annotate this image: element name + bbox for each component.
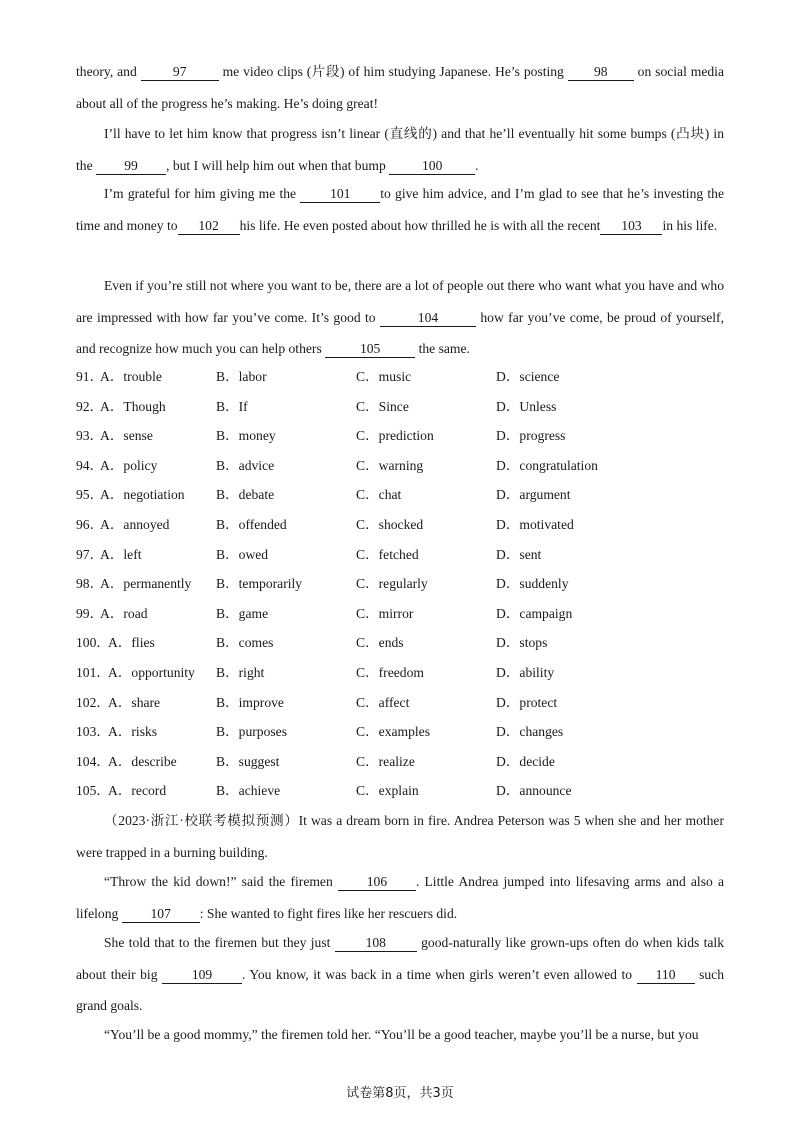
question-row: [76, 569, 724, 599]
option-b[interactable]: B．offended: [216, 516, 287, 532]
option-d[interactable]: D．campaign: [496, 605, 573, 621]
question-number: 97．: [76, 546, 104, 562]
option-b[interactable]: B．money: [216, 428, 276, 444]
option-a[interactable]: A．record: [108, 783, 167, 799]
blank-97[interactable]: 97: [141, 64, 219, 81]
blank-99[interactable]: 99: [96, 158, 166, 175]
question-number: 91．: [76, 369, 104, 384]
text: She told that to the firemen but they just: [104, 935, 331, 950]
option-a[interactable]: A．describe: [108, 753, 177, 769]
text: : She wanted to fight fires like her rescuers did.: [199, 905, 458, 921]
blank-101[interactable]: 101: [300, 186, 380, 203]
blank-104[interactable]: 104: [380, 310, 476, 327]
option-d[interactable]: D．Unless: [496, 398, 557, 414]
text: “You’ll be a good mommy,” the firemen told her. “You’ll be a good teacher, maybe you’ll be a nurse, but you: [104, 1027, 699, 1042]
option-c[interactable]: C．prediction: [356, 428, 434, 444]
question-row: [76, 362, 724, 392]
option-b[interactable]: B．owed: [216, 546, 269, 562]
option-a[interactable]: A．opportunity: [108, 664, 195, 680]
option-d[interactable]: D．motivated: [496, 516, 574, 532]
option-c[interactable]: C．ends: [356, 635, 404, 651]
question-number: 105．: [76, 783, 110, 799]
option-a[interactable]: A．negotiation: [100, 487, 185, 503]
option-d[interactable]: D．changes: [496, 724, 564, 740]
option-c[interactable]: C．fetched: [356, 546, 419, 562]
passage2-paragraph-4: [76, 1019, 724, 1051]
option-b[interactable]: B．labor: [216, 369, 267, 384]
blank-100[interactable]: 100: [389, 158, 475, 175]
question-number: 92．: [76, 398, 104, 414]
blank-106[interactable]: 106: [338, 874, 416, 891]
option-a[interactable]: A．road: [100, 605, 148, 621]
option-b[interactable]: B．temporarily: [216, 576, 303, 592]
option-c[interactable]: C．realize: [356, 753, 415, 769]
option-c[interactable]: C．affect: [356, 694, 410, 710]
question-number: 103．: [76, 724, 110, 740]
option-a[interactable]: A．permanently: [100, 576, 192, 592]
blank-105[interactable]: 105: [325, 341, 415, 358]
option-d[interactable]: D．science: [496, 369, 560, 384]
question-row: [76, 540, 724, 570]
text: .: [475, 157, 479, 173]
option-a[interactable]: A．share: [108, 694, 161, 710]
source-tag: （2023·浙江·校联考模拟预测）: [104, 813, 299, 828]
option-a[interactable]: A．annoyed: [100, 516, 170, 532]
option-a[interactable]: A．flies: [108, 635, 155, 651]
option-d[interactable]: D．progress: [496, 428, 566, 444]
option-d[interactable]: D．protect: [496, 694, 558, 710]
text: the same.: [418, 341, 470, 356]
question-row: [76, 392, 724, 422]
blank-110[interactable]: 110: [637, 967, 695, 984]
option-c[interactable]: C．examples: [356, 724, 430, 740]
option-c[interactable]: C．warning: [356, 457, 424, 473]
text: It was a dream born in fire. Andrea Peterson was 5 when she and her mother were trapped in a burning building.: [76, 813, 724, 860]
option-c[interactable]: C．shocked: [356, 516, 424, 532]
option-d[interactable]: D．announce: [496, 783, 572, 799]
text: on social media about all of the progress he’s making. He’s doing great!: [76, 64, 724, 111]
text: such grand goals.: [76, 966, 724, 1013]
passage1-paragraph-4: [76, 270, 724, 365]
blank-109[interactable]: 109: [162, 967, 242, 984]
question-row: [76, 421, 724, 451]
question-row: [76, 599, 724, 629]
passage2-paragraph-3: [76, 927, 724, 1022]
question-number: 99．: [76, 605, 104, 621]
option-d[interactable]: D．ability: [496, 664, 555, 680]
question-row: [76, 688, 724, 718]
text: “Throw the kid down!” said the firemen: [104, 874, 333, 889]
question-row: [76, 717, 724, 747]
blank-102[interactable]: 102: [178, 218, 240, 235]
question-number: 95．: [76, 487, 104, 503]
option-b[interactable]: B．achieve: [216, 783, 281, 799]
option-c[interactable]: C．chat: [356, 487, 402, 503]
option-c[interactable]: C．regularly: [356, 576, 428, 592]
option-a[interactable]: A．risks: [108, 724, 158, 740]
option-b[interactable]: B．If: [216, 398, 248, 414]
question-number: 104．: [76, 753, 110, 769]
option-a[interactable]: A．Though: [100, 398, 166, 414]
option-a[interactable]: A．left: [100, 546, 142, 562]
text: to give him advice, and I’m glad to see that he’s investing the time and money to: [76, 186, 724, 233]
question-number: 102．: [76, 694, 110, 710]
text: I’m grateful for him giving me the: [104, 186, 297, 201]
question-options-list: [76, 362, 724, 806]
option-d[interactable]: D．stops: [496, 635, 548, 651]
question-row: [76, 658, 724, 688]
question-row: [76, 451, 724, 481]
question-number: 100．: [76, 635, 110, 651]
option-b[interactable]: B．suggest: [216, 753, 280, 769]
option-d[interactable]: D．sent: [496, 546, 542, 562]
passage1-paragraph-1: [76, 56, 724, 119]
blank-108[interactable]: 108: [335, 935, 417, 952]
text: I’ll have to let him know that progress isn’t linear (直线的) and that he’ll eventually hit some bumps (凸块) in the: [76, 126, 724, 173]
question-number: 101．: [76, 664, 110, 680]
option-c[interactable]: C．freedom: [356, 664, 424, 680]
option-d[interactable]: D．decide: [496, 753, 555, 769]
text: good-naturally like grown-ups often do when kids talk about their big: [76, 935, 725, 982]
question-number: 96．: [76, 516, 104, 532]
passage1-paragraph-2: [76, 118, 724, 181]
text: theory, and: [76, 64, 137, 79]
option-b[interactable]: B．purposes: [216, 724, 287, 740]
option-a[interactable]: A．sense: [100, 428, 153, 444]
question-number: 98．: [76, 576, 104, 592]
option-d[interactable]: D．congratulation: [496, 457, 598, 473]
option-c[interactable]: C．explain: [356, 783, 419, 799]
passage1-paragraph-3: [76, 178, 724, 241]
text: his life. He even posted about how thrilled he is with all the recent: [239, 217, 601, 233]
text: . You know, it was back in a time when girls weren’t even allowed to: [242, 966, 633, 982]
text: in his life.: [662, 217, 718, 233]
option-a[interactable]: A．trouble: [100, 369, 162, 384]
question-row: [76, 480, 724, 510]
option-b[interactable]: B．improve: [216, 694, 284, 710]
passage2-paragraph-2: [76, 866, 724, 929]
blank-98[interactable]: 98: [568, 64, 634, 81]
blank-103[interactable]: 103: [600, 218, 662, 235]
question-row: [76, 747, 724, 777]
text: , but I will help him out when that bump: [166, 157, 386, 173]
question-row: [76, 510, 724, 540]
question-row: [76, 628, 724, 658]
option-b[interactable]: B．debate: [216, 487, 275, 503]
text: Even if you’re still not where you want to be, there are a lot of people out there who want what you have and who are impressed with how far you’ve come. It’s good to: [76, 278, 724, 325]
passage2-paragraph-1: [76, 805, 724, 868]
option-b[interactable]: B．right: [216, 664, 265, 680]
question-number: 93．: [76, 428, 104, 444]
option-d[interactable]: D．suddenly: [496, 576, 569, 592]
option-c[interactable]: C．music: [356, 369, 412, 384]
text: . Little Andrea jumped into lifesaving arms and also a lifelong: [76, 874, 724, 921]
question-number: 94．: [76, 457, 104, 473]
text: me video clips (片段) of him studying Japanese. He’s posting: [222, 64, 564, 79]
text: how far you’ve come, be proud of yourself, and recognize how much you can help others: [76, 309, 724, 356]
page-footer: 试卷第8页，共3页: [346, 1086, 454, 1101]
option-c[interactable]: C．mirror: [356, 605, 414, 621]
option-b[interactable]: B．game: [216, 605, 269, 621]
option-c[interactable]: C．Since: [356, 398, 409, 414]
option-b[interactable]: B．advice: [216, 457, 275, 473]
option-d[interactable]: D．argument: [496, 487, 571, 503]
option-b[interactable]: B．comes: [216, 635, 274, 651]
question-row: [76, 776, 724, 806]
option-a[interactable]: A．policy: [100, 457, 158, 473]
blank-107[interactable]: 107: [122, 906, 200, 923]
